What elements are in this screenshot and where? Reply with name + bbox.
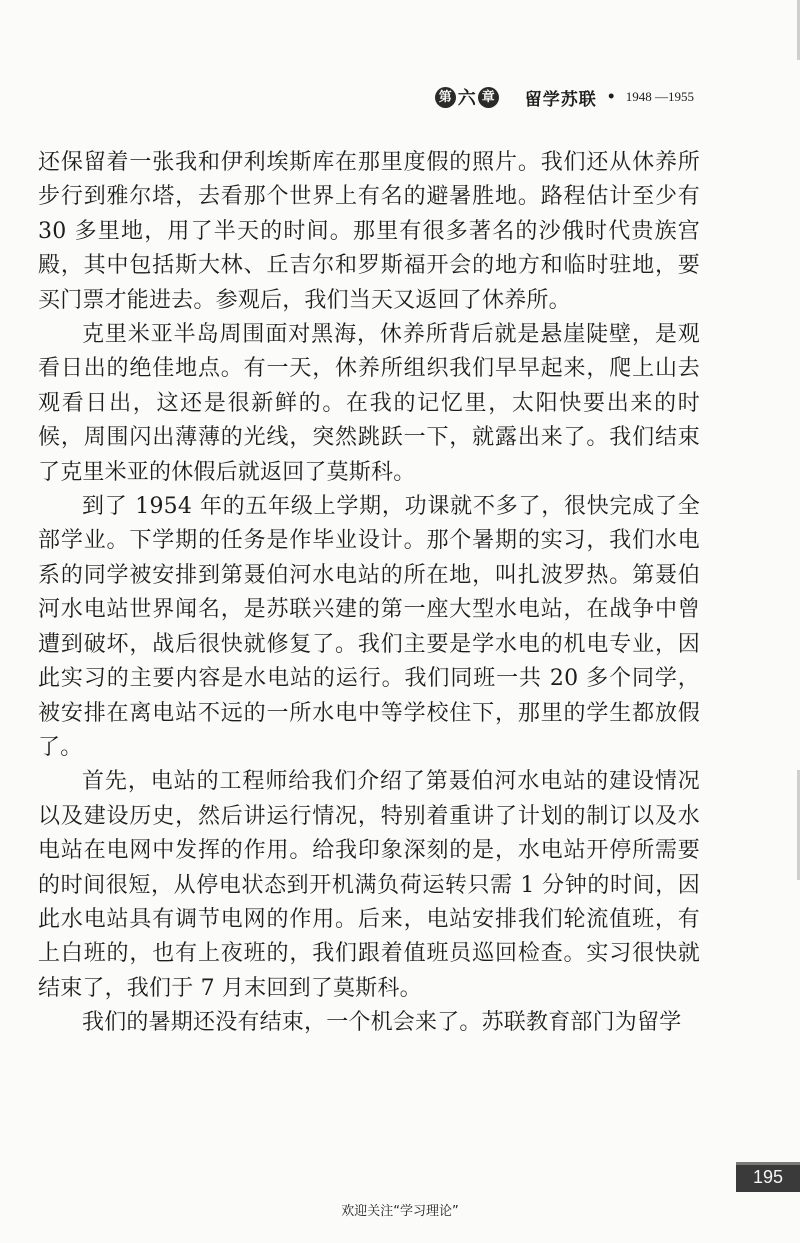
header-separator: • bbox=[606, 89, 616, 105]
page-number: 195 bbox=[752, 1166, 784, 1187]
paragraph-2: 克里米亚半岛周围面对黑海，休养所背后就是悬崖陡壁，是观看日出的绝佳地点。有一天，休养所组织我们早早起来，爬上山去观看日出，这还是很新鲜的。在我的记忆里，太阳快要出来的时候，周围闪出薄薄的光线，突然跳跃一下，就露出来了。我们结束了克里米亚的休假后就返回了莫斯科。 bbox=[38, 322, 700, 485]
chapter-char-liu: 六 bbox=[457, 88, 476, 109]
body-text bbox=[38, 146, 700, 1041]
running-header bbox=[435, 84, 694, 110]
paragraph-1: 还保留着一张我和伊利埃斯库在那里度假的照片。我们还从休养所步行到雅尔塔，去看那个世界上有名的避暑胜地。路程估计至少有 30 多里地，用了半天的时间。那里有很多著名的沙俄时代贵族宫殿，其中包括斯大林、丘吉尔和罗斯福开会的地方和临时驻地，要买门票才能进去。参观后，我们当天又返回了休养所。 bbox=[38, 150, 700, 313]
page-number-tab bbox=[736, 1162, 800, 1192]
paragraph-3: 到了 1954 年的五年级上学期，功课就不多了，很快完成了全部学业。下学期的任务是作毕业设计。那个暑期的实习，我们水电系的同学被安排到第聂伯河水电站的所在地，叫扎波罗热。第聂伯河水电站世界闻名，是苏联兴建的第一座大型水电站，在战争中曾遭到破坏，战后很快就修复了。我们主要是学水电的机电专业，因此实习的主要内容是水电站的运行。我们同班一共 20 多个同学，被安排在离电站不远的一所水电中等学校住下，那里的学生都放假了。 bbox=[38, 494, 700, 760]
chapter-char-di: 第 bbox=[435, 87, 456, 108]
chapter-label bbox=[435, 84, 499, 110]
footer-note: 欢迎关注“学习理论” bbox=[341, 1204, 459, 1219]
chapter-years: 1948 —1955 bbox=[625, 89, 694, 104]
chapter-char-zhang: 章 bbox=[478, 87, 499, 108]
chapter-title: 留学苏联 bbox=[524, 89, 597, 110]
paragraph-5: 我们的暑期还没有结束，一个机会来了。苏联教育部门为留学 bbox=[82, 1010, 682, 1036]
paragraph-4: 首先，电站的工程师给我们介绍了第聂伯河水电站的建设情况以及建设历史，然后讲运行情况，特别着重讲了计划的制订以及水电站在电网中发挥的作用。给我印象深刻的是，水电站开停所需要的时间很短，从停电状态到开机满负荷运转只需 1 分钟的时间，因此水电站具有调节电网的作用。后来，电站安排我们轮流值班，有上白班的，也有上夜班的，我们跟着值班员巡回检查。实习很快就结束了，我们于 7 月末回到了莫斯科。 bbox=[38, 769, 700, 1001]
